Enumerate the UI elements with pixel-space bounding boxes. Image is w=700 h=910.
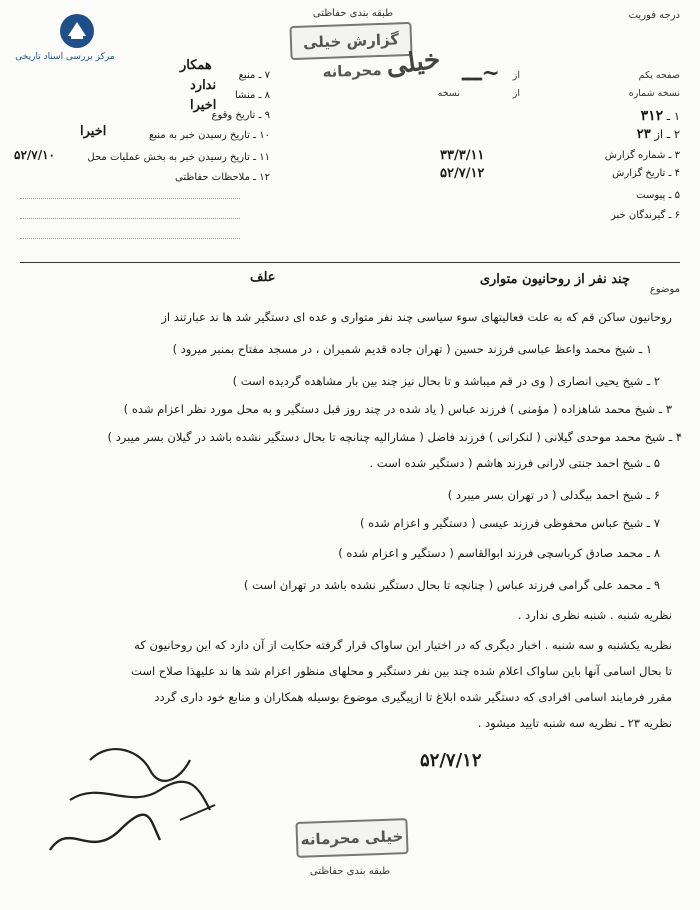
- field-3: ۳ ـ شماره گزارش: [604, 150, 680, 161]
- hand-date: ۵۲/۷/۱۲: [420, 750, 482, 771]
- field-3-value: ۳۳/۳/۱۱: [440, 148, 485, 163]
- field-1: ۱ ـ ۳۱۲: [640, 108, 680, 124]
- field-4: ۴ ـ تاریخ گزارش: [612, 168, 680, 179]
- copy-value2: نسخه: [437, 88, 460, 99]
- field-7-value: همکار: [180, 58, 212, 73]
- copy-value: از: [512, 88, 520, 99]
- body-item-2: ۲ ـ شیخ یحیی انصاری ( وی در قم میباشد و تا بحال نیز چند بین بار مشاهده گردیده است ): [232, 374, 660, 388]
- field-4-value: ۵۲/۷/۱۲: [440, 166, 485, 181]
- body-item-1: ۱ ـ شیخ محمد واعظ عباسی فرزند حسین ( تهران جاده قدیم شمیران ، در مسجد مفتاح بمنبر میرود ): [172, 342, 652, 356]
- field-8-value: ندارد: [190, 78, 217, 93]
- field-2: ۲ ـ از ۲۳: [636, 127, 680, 142]
- handwritten-signature: [30, 720, 230, 870]
- field-5: ۵ ـ پیوست: [636, 190, 680, 201]
- field-11: ۱۱ ـ تاریخ رسیدن خبر به بخش عملیات محل: [87, 152, 270, 163]
- classification-top: طبقه بندی حفاظتی: [312, 8, 394, 19]
- stamp-top-hand: خیلی: [384, 44, 443, 82]
- note-sunday-l3: مقرر فرمایند اسامی افرادی که دستگیر شده ابلاغ تا ازپیگیری موضوع بوسیله همکاران و منابع خود داری گردد: [154, 690, 672, 704]
- field-10: ۱۰ ـ تاریخ رسیدن خبر به منبع: [148, 130, 270, 141]
- body-item-9: ۹ ـ محمد علی گرامی فرزند عباس ( چنانچه تا بحال دستگیر نشده باشد در تهران است ): [243, 578, 660, 592]
- alef-mark: علف: [250, 270, 276, 285]
- note-sunday-l2: تا بحال اسامی آنها باین ساواک اعلام شده چند بین نفر دستگیر و محلهای منظور اعزام شد ها ند علیهذا صلاح است: [131, 664, 672, 678]
- pages-label: صفحه یکم: [638, 70, 680, 81]
- dotted-line-2: [20, 218, 240, 219]
- body-item-7: ۷ ـ شیخ عباس محفوظی فرزند عیسی ( دستگیر و اعزام شده ): [359, 516, 660, 530]
- field-10-value: اخیرا: [80, 124, 107, 139]
- body-item-8: ۸ ـ محمد صادق کرباسچی فرزند ابوالقاسم ( دستگیر و اعزام شده ): [338, 546, 660, 560]
- dotted-line-1: [20, 198, 240, 199]
- dotted-line-3: [20, 238, 240, 239]
- priority-label: درجه فوریت: [628, 10, 680, 21]
- archive-logo: [10, 14, 120, 64]
- header-divider: [20, 262, 680, 263]
- field-6: ۶ ـ گیرندگان خبر: [610, 210, 680, 221]
- subject-text: چند نفر از روحانیون متواری: [479, 272, 630, 287]
- right-fields: [430, 108, 680, 228]
- subject-label: موضوع: [649, 284, 680, 295]
- field-9: ۹ ـ تاریخ وقوع: [211, 110, 270, 121]
- left-fields: [14, 58, 270, 183]
- note-23: نظریه ۲۳ ـ نظریه سه شنبه تایید میشود .: [477, 716, 672, 730]
- body-intro: روحانیون ساکن قم که به علت فعالیتهای سوء سیاسی چند نفر متواری و عده ای دستگیر شد ها ند عبارتند از: [161, 310, 672, 324]
- body-item-4: ۴ ـ شیخ محمد موحدی گیلانی ( لنکرانی ) فرزند فاضل ( مشارالیه چنانچه تا بحال دستگیر نشده باشد در گیلان بسر میبرد ): [107, 430, 682, 444]
- field-8: ۸ ـ منشا: [234, 90, 270, 101]
- note-sunday-l1: نظریه یکشنبه و سه شنبه . اخبار دیگری که در اختیار این ساواک قرار گرفته حکایت از آن دارد که این روحانیون که: [134, 638, 672, 652]
- stamp-bottom: خیلی محرمانه: [295, 818, 408, 858]
- note-saturday: نظریه شنبه . شنبه نظری ندارد .: [517, 608, 672, 622]
- copy-label: نسخه شماره: [628, 88, 680, 99]
- classification-bottom: طبقه بندی حفاظتی: [309, 866, 391, 877]
- body-item-3: ۳ ـ شیخ محمد شاهزاده ( مؤمنی ) فرزند عباس ( یاد شده در چند روز قبل دستگیر و به محل مورد نظر اعزام شده ): [123, 402, 672, 416]
- logo-text: مرکز بررسی اسناد تاریخی: [15, 52, 115, 62]
- body-item-5: ۵ ـ شیخ احمد جنتی لارانی فرزند هاشم ( دستگیر شده است .: [369, 456, 660, 470]
- archive-logo-icon: [60, 14, 94, 48]
- field-9-value: اخیرا: [190, 98, 217, 113]
- body-item-6: ۶ ـ شیخ احمد بیگدلی ( در تهران بسر میبرد ): [447, 488, 660, 502]
- stamp-top: گزارش خیلی محرمانه: [289, 22, 412, 60]
- field-7: ۷ ـ منبع: [238, 70, 270, 81]
- field-11-value: ۵۲/۷/۱۰: [14, 148, 55, 162]
- hand-sketch-1: ~ـــ: [462, 60, 500, 86]
- pages-value: از: [512, 70, 520, 81]
- field-12: ۱۲ ـ ملاحظات حفاظتی: [175, 172, 270, 183]
